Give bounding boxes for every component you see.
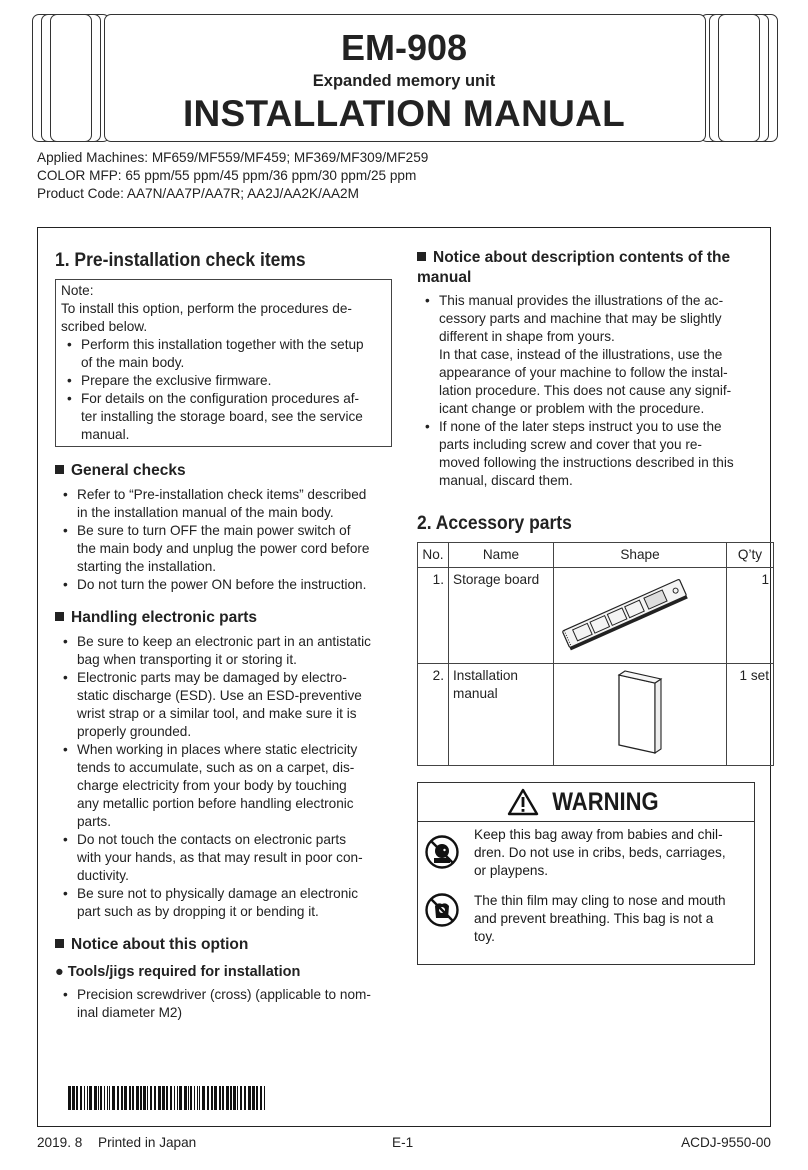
square-bullet-icon	[55, 612, 64, 621]
applied-line: Product Code: AA7N/AA7P/AA7R; AA2J/AA2K/AA2M	[37, 186, 359, 201]
note-text: scribed below.	[61, 319, 148, 334]
square-bullet-icon	[417, 252, 426, 261]
list-item: • Be sure to turn OFF the main power switch of the main body and unplug the power cord before starting the installation.	[55, 522, 392, 576]
page-number: E-1	[392, 1135, 414, 1150]
list-item: • Be sure to keep an electronic part in an antistatic bag when transporting it or storing it.	[55, 633, 392, 669]
accessory-heading: 2. Accessory parts	[417, 513, 572, 534]
list-item: • Do not turn the power ON before the instruction.	[55, 576, 392, 594]
row-name: Storage board	[449, 568, 554, 664]
product-subtitle: Expanded memory unit	[312, 72, 496, 90]
list-item: • If none of the later steps instruct you to use the parts including screw and cover that you re- moved following the instructions described in this manual, discard them.	[417, 418, 757, 490]
left-column	[55, 249, 392, 1022]
storage-board-illustration	[554, 568, 727, 664]
footer-date: 2019. 8	[37, 1135, 83, 1150]
warning-text: and prevent breathing. This bag is not a	[474, 911, 714, 926]
list-item: • Prepare the exclusive firmware.	[61, 372, 386, 390]
warning-text: The thin film may cling to nose and mouth	[474, 893, 726, 908]
warning-text: Keep this bag away from babies and chil-	[474, 827, 723, 842]
warning-box	[417, 782, 755, 965]
list-item: • Do not touch the contacts on electronic parts with your hands, as that may result in poor con- ductivity.	[55, 831, 392, 885]
list-item: • Perform this installation together with the setup of the main body.	[61, 336, 386, 372]
handling-heading: Handling electronic parts	[55, 608, 392, 628]
square-bullet-icon	[55, 465, 64, 474]
list-item: • Be sure not to physically damage an electronic part such as by dropping it or bending it.	[55, 885, 392, 921]
warning-header	[418, 783, 754, 822]
table-row	[418, 664, 774, 766]
no-plastic-bag-icon	[424, 892, 460, 928]
column-header: No.	[418, 543, 449, 568]
warning-row	[418, 822, 754, 880]
warning-row	[418, 880, 754, 946]
warning-text: toy.	[474, 929, 495, 944]
warning-text: dren. Do not use in cribs, beds, carriages,	[474, 845, 726, 860]
column-header: Shape	[554, 543, 727, 568]
model-title: EM-908	[340, 27, 468, 68]
manual-booklet-illustration	[554, 664, 727, 766]
row-name: Installation manual	[449, 664, 554, 766]
column-header: Name	[449, 543, 554, 568]
accessory-table	[417, 542, 774, 766]
barcode	[68, 1086, 269, 1110]
square-bullet-icon	[55, 939, 64, 948]
list-item: • Precision screwdriver (cross) (applicable to nom- inal diameter M2)	[55, 986, 392, 1022]
list-item: • For details on the configuration procedures af- ter installing the storage board, see the service manual.	[61, 390, 386, 444]
table-header-row	[418, 543, 774, 568]
list-item: • Electronic parts may be damaged by electro- static discharge (ESD). Use an ESD-preventive wrist strap or a similar tool, and make sure it is properly grounded.	[55, 669, 392, 741]
note-box	[55, 279, 392, 447]
applied-line: COLOR MFP: 65 ppm/55 ppm/45 ppm/36 ppm/30 ppm/25 ppm	[37, 168, 417, 183]
row-qty: 1 set	[727, 664, 774, 766]
warning-text: or playpens.	[474, 863, 549, 878]
applied-machines	[37, 149, 428, 203]
description-notice-heading-cont: manual	[417, 269, 472, 286]
pre-installation-heading: 1. Pre-installation check items	[55, 250, 306, 271]
note-text: To install this option, perform the procedures de-	[61, 301, 352, 316]
warning-title: WARNING	[551, 787, 659, 816]
document-code: ACDJ-9550-00	[681, 1135, 771, 1150]
list-item: • Refer to “Pre-installation check items” described in the installation manual of the main body.	[55, 486, 392, 522]
row-qty: 1	[727, 568, 774, 664]
list-item: • When working in places where static electricity tends to accumulate, such as on a carpet, dis- charge electricity from your body by touching any metallic portion before handling electronic parts.	[55, 741, 392, 831]
no-baby-icon	[424, 834, 460, 870]
tools-heading: ● Tools/jigs required for installation	[55, 964, 301, 980]
list-item: • This manual provides the illustrations of the ac- cessory parts and machine that may be slightly different in shape from yours. In that case, instead of the illustrations, use the appearance of your machine to follow the instal- lation procedure. This does not cause any signif- icant change or problem with the procedure.	[417, 292, 757, 418]
row-number: 1.	[418, 568, 449, 664]
applied-line: Applied Machines: MF659/MF559/MF459; MF369/MF309/MF259	[37, 150, 429, 165]
manual-title: INSTALLATION MANUAL	[182, 93, 626, 134]
footer-printed: Printed in Japan	[98, 1135, 197, 1150]
table-row	[418, 568, 774, 664]
option-notice-heading: Notice about this option	[55, 935, 392, 955]
general-checks-heading: General checks	[55, 461, 392, 481]
warning-triangle-icon	[507, 788, 539, 816]
note-label: Note:	[61, 283, 94, 298]
column-header: Q’ty	[727, 543, 774, 568]
row-number: 2.	[418, 664, 449, 766]
description-notice-heading: Notice about description contents of the	[417, 248, 757, 268]
right-column	[417, 248, 769, 766]
